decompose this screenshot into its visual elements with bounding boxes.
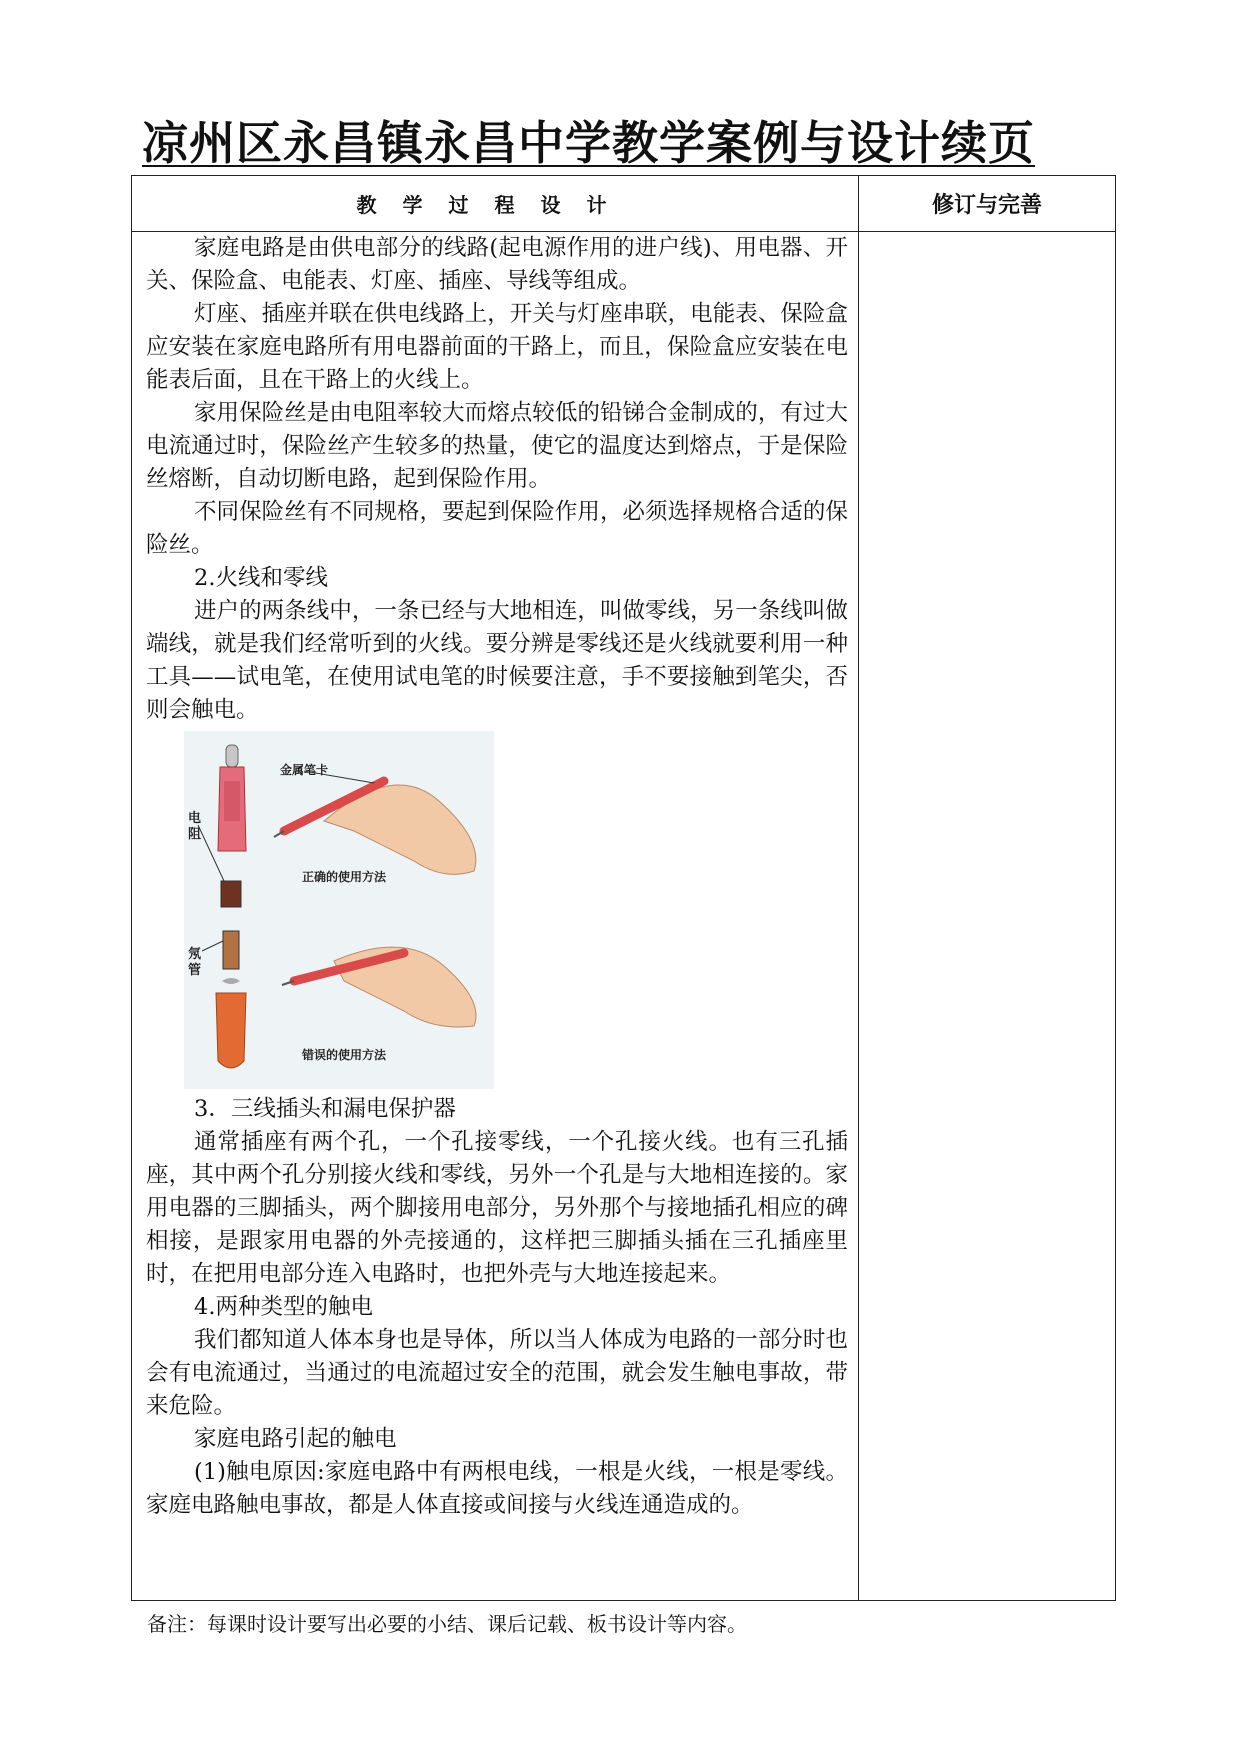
paragraph: 通常插座有两个孔，一个孔接零线，一个孔接火线。也有三孔插座，其中两个孔分别接火线和零线，另外一个孔是与大地相连接的。家用电器的三脚插头，两个脚接用电部分，另外那个与接地插孔相应的碑相接，是跟家用电器的外壳接通的，这样把三脚插头插在三孔插座里时，在把用电部分连入电路时，也把外壳与大地连接起来。	[146, 1129, 848, 1287]
label-wrong-usage: 错误的使用方法	[302, 1048, 387, 1062]
test-pen-figure	[184, 731, 494, 1089]
label-metal-tip: 金属笔卡	[280, 763, 329, 777]
label-resistor: 电阻	[188, 811, 202, 842]
column-header-process: 教学过程设计	[356, 192, 633, 217]
footnote: 备注：每课时设计要写出必要的小结、课后记载、板书设计等内容。	[147, 1612, 747, 1636]
paragraph: 不同保险丝有不同规格，要起到保险作用，必须选择规格合适的保险丝。	[146, 499, 848, 558]
section-heading: 4.两种类型的触电	[194, 1294, 373, 1320]
paragraph: (1)触电原因:家庭电路中有两根电线，一根是火线，一根是零线。家庭电路触电事故，都是人体直接或间接与火线连通造成的。	[146, 1459, 848, 1518]
lesson-content	[146, 232, 848, 1522]
section-heading: 家庭电路引起的触电	[194, 1426, 397, 1452]
paragraph: 家用保险丝是由电阻率较大而熔点较低的铅锑合金制成的，有过大电流通过时，保险丝产生较多的热量，使它的温度达到熔点，于是保险丝熔断，自动切断电路，起到保险作用。	[146, 400, 848, 492]
paragraph: 灯座、插座并联在供电线路上，开关与灯座串联，电能表、保险盒应安装在家庭电路所有用电器前面的干路上，而且，保险盒应安装在电能表后面，且在干路上的火线上。	[146, 301, 848, 393]
paragraph: 我们都知道人体本身也是导体，所以当人体成为电路的一部分时也会有电流通过，当通过的电流超过安全的范围，就会发生触电事故，带来危险。	[146, 1327, 848, 1419]
section-heading: 3．三线插头和漏电保护器	[194, 1096, 456, 1122]
column-header-revision: 修订与完善	[931, 192, 1042, 218]
table-column-divider	[858, 175, 859, 1601]
label-neon-tube: 氖管	[188, 947, 202, 978]
page-title: 凉州区永昌镇永昌中学教学案例与设计续页	[142, 116, 1035, 170]
paragraph: 进户的两条线中，一条已经与大地相连，叫做零线，另一条线叫做端线，就是我们经常听到的火线。要分辨是零线还是火线就要利用一种工具——试电笔，在使用试电笔的时候要注意，手不要接触到笔尖，否则会触电。	[146, 598, 848, 723]
paragraph: 家庭电路是由供电部分的线路(起电源作用的进户线)、用电器、开关、保险盒、电能表、灯座、插座、导线等组成。	[146, 235, 848, 294]
test-pen-illustration	[184, 731, 494, 1089]
section-heading: 2.火线和零线	[194, 565, 328, 591]
label-correct-usage: 正确的使用方法	[302, 870, 387, 884]
